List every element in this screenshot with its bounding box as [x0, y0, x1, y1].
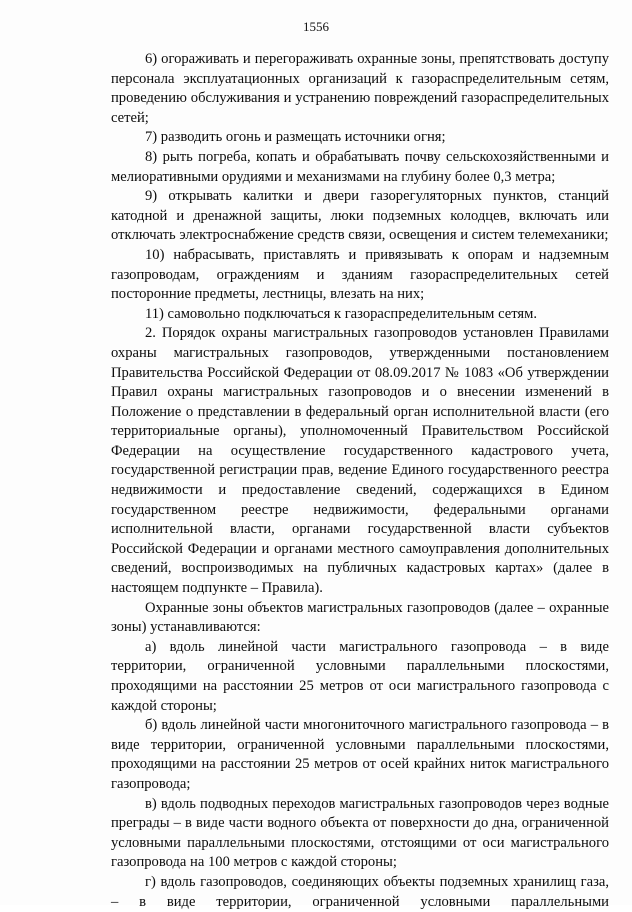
paragraph-subitem-b: б) вдоль линейной части многониточного магистрального газопровода – в виде территории, ограниченной условными параллельными плоскостями, проходящими на расстоянии 25 метров от осей крайних ниток магистрального газопровода;: [111, 717, 609, 792]
paragraph-zones-intro: Охранные зоны объектов магистральных газопроводов (далее – охранные зоны) устанавливаются:: [111, 599, 609, 636]
paragraph-item-6: 6) огораживать и перегораживать охранные зоны, препятствовать доступу персонала эксплуатационных организаций к газораспределительным сетям, проведению обслуживания и устранению повреждений газораспределительных сетей;: [111, 51, 609, 126]
paragraph-subitem-g: г) вдоль газопроводов, соединяющих объекты подземных хранилищ газа, – в виде территории, ограниченной условными параллельными: [111, 873, 609, 910]
page-number: 1556: [303, 19, 329, 34]
paragraph-subitem-v: в) вдоль подводных переходов магистральных газопроводов через водные преграды – в виде части водного объекта от поверхности до дна, ограниченной условными параллельными плоскостями, отстоящими от оси магистрального газопровода на 100 метров с каждой стороны;: [111, 795, 609, 871]
document-body: [111, 50, 609, 912]
paragraph-item-10: 10) набрасывать, приставлять и привязывать к опорам и надземным газопроводам, ограждениям и зданиям газораспределительных сетей посторонние предметы, лестницы, влезать на них;: [111, 246, 609, 303]
paragraph-subitem-a: а) вдоль линейной части магистрального газопровода – в виде территории, ограниченной условными параллельными плоскостями, проходящими на расстоянии 25 метров от оси магистрального газопровода с каждой стороны;: [111, 638, 609, 714]
paragraph-item-11: 11) самовольно подключаться к газораспределительным сетям.: [145, 305, 537, 322]
paragraph-item-9: 9) открывать калитки и двери газорегуляторных пунктов, станций катодной и дренажной защиты, люки подземных колодцев, включать или отключать электроснабжение средств связи, освещения и систем телемеханики;: [111, 188, 609, 244]
paragraph-item-8: 8) рыть погреба, копать и обрабатывать почву сельскохозяйственными и мелиоративными орудиями и механизмами на глубину более 0,3 метра;: [111, 148, 609, 185]
paragraph-item-7: 7) разводить огонь и размещать источники огня;: [145, 129, 446, 146]
paragraph-section-2: 2. Порядок охраны магистральных газопроводов установлен Правилами охраны магистральных газопроводов, утвержденными постановлением Правительства Российской Федерации от 08.09.2017 № 1083 «Об утверждении Правил охраны магистральных газопроводов и о внесении изменений в Положение о представлении в федеральный орган исполнительной власти (его территориальные органы), уполномоченный Правительством Российской Федерации на осуществление государственного кадастрового учета, государственной регистрации прав, ведение Единого государственного реестра недвижимости и предоставление сведений, содержащихся в Едином государственном реестре недвижимости, федеральными органами исполнительной власти, органами государственной власти субъектов Российской Федерации и органами местного самоуправления дополнительных сведений, воспроизводимых на публичных кадастровых картах» (далее в настоящем подпункте – Правила).: [111, 325, 609, 597]
